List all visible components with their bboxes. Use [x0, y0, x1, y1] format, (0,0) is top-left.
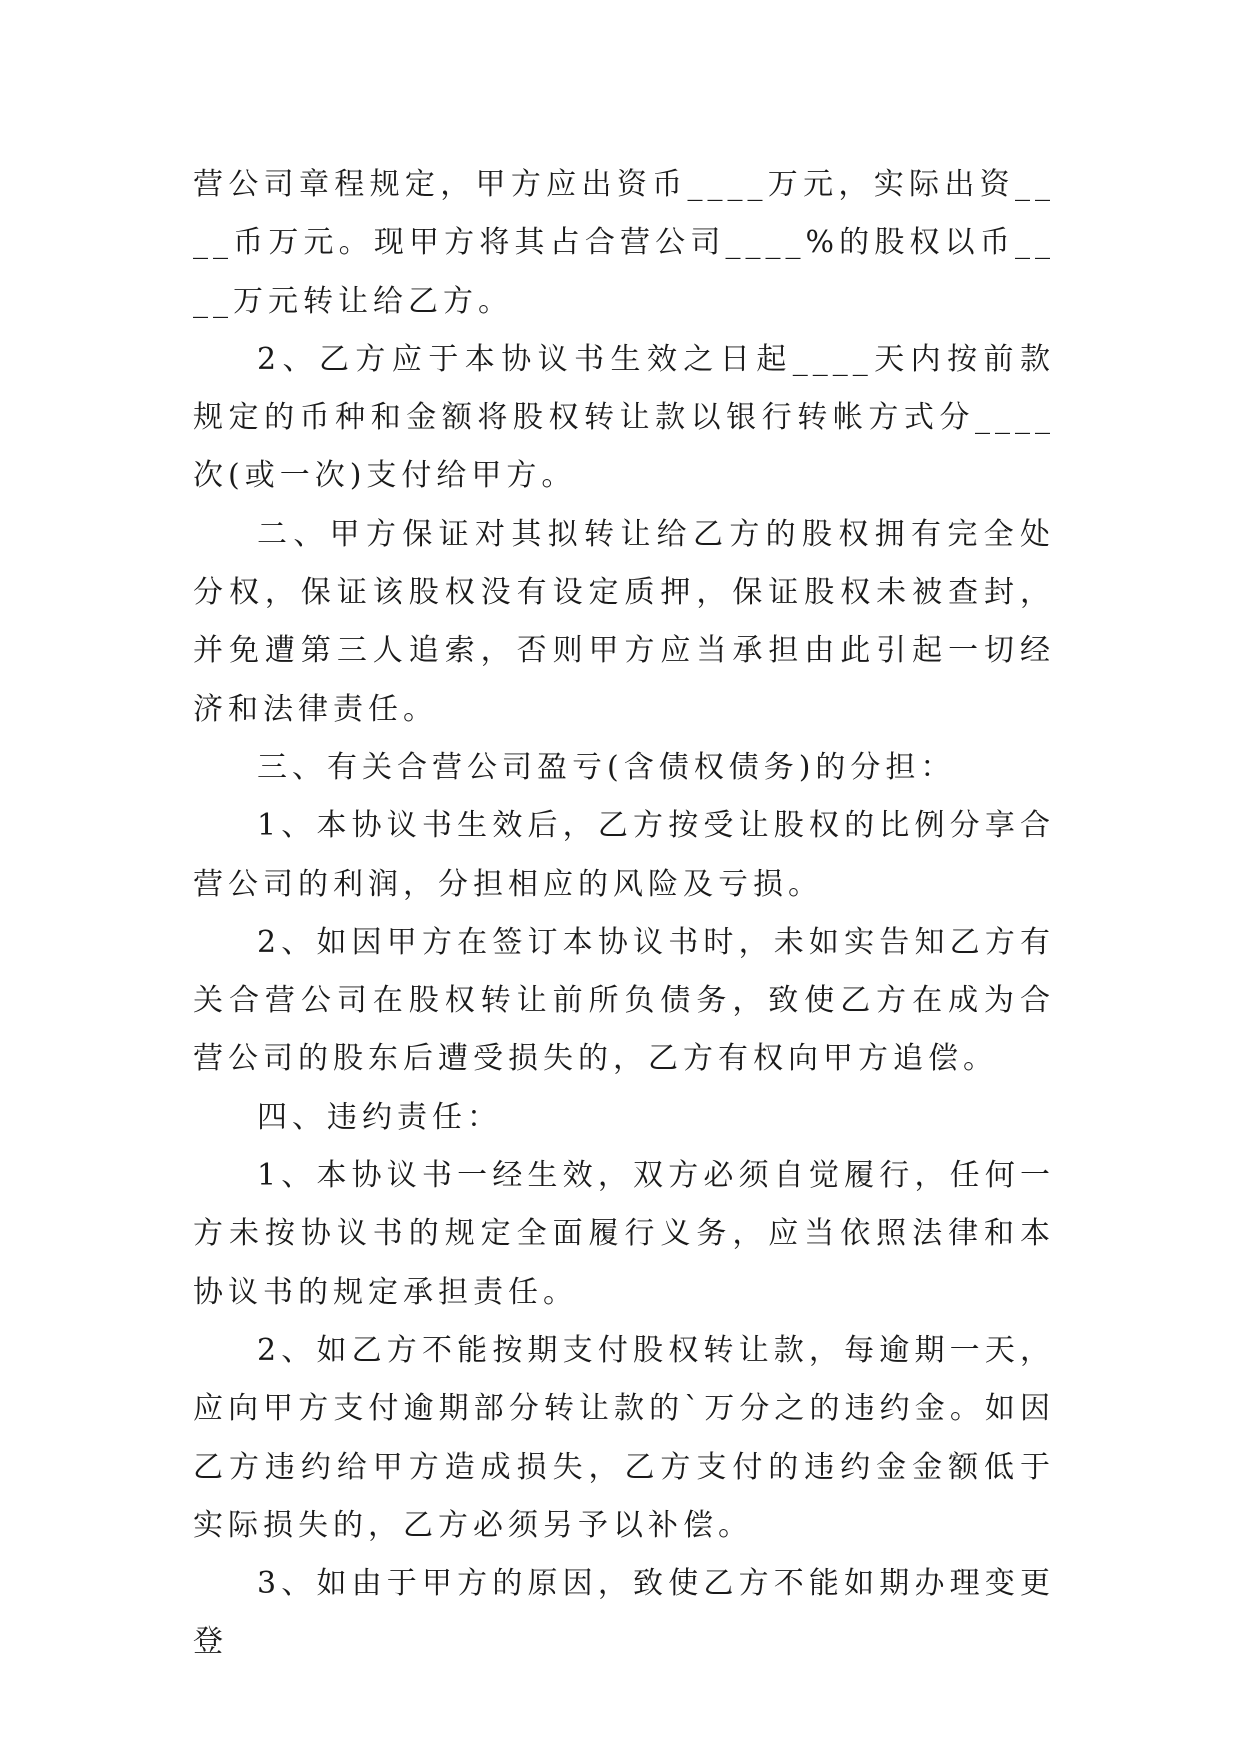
paragraph-10: 3、如由于甲方的原因，致使乙方不能如期办理变更登 — [193, 1566, 1055, 1660]
paragraph-2: 2、乙方应于本协议书生效之日起____天内按前款规定的币种和金额将股权转让款以银行转帐方式分____次(或一次)支付给甲方。 — [193, 341, 1055, 494]
document-body — [193, 156, 1055, 1672]
paragraph-8: 1、本协议书一经生效，双方必须自觉履行，任何一方未按协议书的规定全面履行义务，应当依照法律和本协议书的规定承担责任。 — [193, 1158, 1055, 1310]
paragraph-4: 三、有关合营公司盈亏(含债权债务)的分担： — [257, 749, 956, 785]
paragraph-9: 2、如乙方不能按期支付股权转让款，每逾期一天，应向甲方支付逾期部分转让款的`万分之的违约金。如因乙方违约给甲方造成损失，乙方支付的违约金金额低于实际损失的，乙方必须另予以补偿。 — [193, 1332, 1055, 1543]
paragraph-3: 二、甲方保证对其拟转让给乙方的股权拥有完全处分权，保证该股权没有设定质押，保证股权未被查封，并免遭第三人追索，否则甲方应当承担由此引起一切经济和法律责任。 — [193, 516, 1055, 727]
paragraph-5: 1、本协议书生效后，乙方按受让股权的比例分享合营公司的利润，分担相应的风险及亏损。 — [193, 808, 1055, 902]
paragraph-7: 四、违约责任： — [257, 1099, 502, 1135]
paragraph-6: 2、如因甲方在签订本协议书时，未如实告知乙方有关合营公司在股权转让前所负债务，致使乙方在成为合营公司的股东后遭受损失的，乙方有权向甲方追偿。 — [193, 924, 1055, 1077]
paragraph-1: 营公司章程规定，甲方应出资币____万元，实际出资____币万元。现甲方将其占合营公司____%的股权以币____万元转让给乙方。 — [193, 167, 1055, 319]
